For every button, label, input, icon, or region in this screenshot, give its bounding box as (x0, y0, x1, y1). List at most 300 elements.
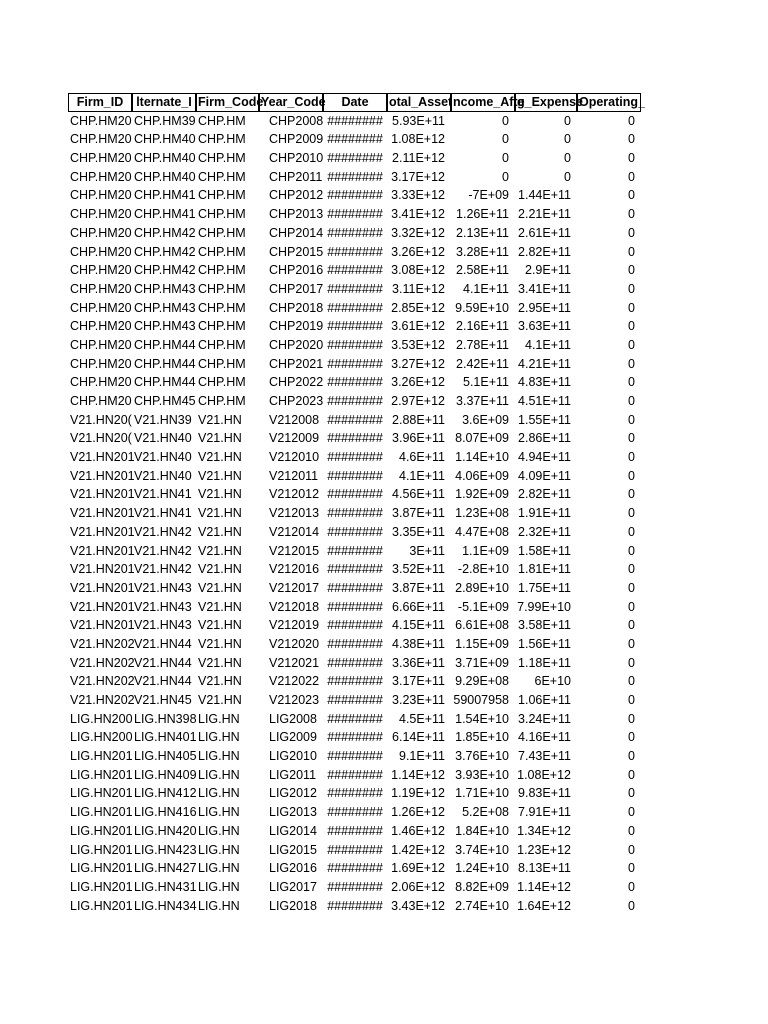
cell-year-code[interactable]: V212020 (269, 636, 320, 651)
cell-income-after[interactable]: 59007958 (453, 693, 509, 707)
cell-firm-code[interactable]: CHP.HM (198, 263, 246, 278)
cell-year-code[interactable]: CHP2018 (269, 300, 324, 315)
cell-firm-code[interactable]: CHP.HM (198, 132, 246, 147)
cell-firm-id[interactable]: V21.HN201 (70, 599, 135, 614)
cell-date[interactable]: ######## (327, 580, 383, 595)
cell-operating-expenses[interactable]: 4.09E+11 (518, 468, 571, 483)
cell-firm-code[interactable]: LIG.HN (198, 805, 240, 820)
cell-date[interactable]: ######## (327, 655, 383, 670)
cell-total-assets[interactable]: 1.42E+12 (391, 842, 445, 857)
cell-operating-expenses[interactable]: 1.08E+12 (517, 767, 571, 782)
cell-date[interactable]: ######## (327, 674, 383, 689)
cell-income-after[interactable]: 0 (502, 151, 509, 166)
cell-date[interactable]: ######## (327, 319, 383, 334)
cell-operating-expenses[interactable]: 3.41E+11 (518, 281, 571, 296)
cell-firm-id[interactable]: LIG.HN201 (70, 786, 133, 801)
cell-income-after[interactable]: 5.2E+08 (462, 805, 509, 820)
cell-firm-code[interactable]: CHP.HM (198, 188, 246, 203)
cell-operating-expenses[interactable]: 1.14E+12 (517, 879, 571, 894)
cell-total-assets[interactable]: 3.96E+11 (392, 431, 445, 446)
cell-operating[interactable]: 0 (628, 879, 635, 894)
cell-firm-id[interactable]: CHP.HM20 (70, 356, 132, 371)
cell-date[interactable]: ######## (327, 431, 383, 446)
cell-operating[interactable]: 0 (628, 244, 635, 259)
cell-alternate-id[interactable]: V21.HN41 (134, 506, 192, 521)
header-cell-total-assets[interactable]: otal_Asset (387, 93, 451, 112)
cell-total-assets[interactable]: 1.14E+12 (391, 767, 445, 782)
cell-firm-id[interactable]: CHP.HM20 (70, 244, 132, 259)
cell-firm-code[interactable]: CHP.HM (198, 151, 246, 166)
cell-date[interactable]: ######## (327, 300, 383, 315)
cell-alternate-id[interactable]: CHP.HM44 (134, 375, 196, 390)
cell-date[interactable]: ######## (327, 730, 383, 745)
cell-date[interactable]: ######## (327, 225, 383, 240)
cell-total-assets[interactable]: 3E+11 (409, 543, 445, 558)
cell-firm-code[interactable]: CHP.HM (198, 281, 246, 296)
cell-firm-id[interactable]: CHP.HM20 (70, 188, 132, 203)
cell-firm-id[interactable]: LIG.HN201 (70, 879, 133, 894)
cell-operating-expenses[interactable]: 6E+10 (534, 674, 571, 689)
cell-operating[interactable]: 0 (628, 450, 635, 465)
cell-income-after[interactable]: 0 (502, 132, 509, 147)
cell-total-assets[interactable]: 2.88E+11 (392, 412, 445, 427)
cell-alternate-id[interactable]: CHP.HM43 (134, 281, 196, 296)
cell-year-code[interactable]: CHP2010 (269, 151, 324, 166)
cell-date[interactable]: ######## (327, 506, 383, 521)
cell-alternate-id[interactable]: V21.HN44 (134, 655, 192, 670)
cell-alternate-id[interactable]: V21.HN39 (134, 412, 192, 427)
cell-total-assets[interactable]: 4.1E+11 (399, 468, 445, 483)
cell-operating-expenses[interactable]: 1.44E+11 (518, 188, 571, 203)
cell-total-assets[interactable]: 3.23E+11 (392, 693, 445, 707)
cell-date[interactable]: ######## (327, 207, 383, 222)
cell-year-code[interactable]: LIG2009 (269, 730, 317, 745)
cell-operating[interactable]: 0 (628, 842, 635, 857)
header-cell-date[interactable]: Date (323, 93, 387, 112)
cell-firm-code[interactable]: LIG.HN (198, 786, 240, 801)
cell-operating[interactable]: 0 (628, 618, 635, 633)
cell-date[interactable]: ######## (327, 805, 383, 820)
cell-firm-code[interactable]: V21.HN (198, 636, 242, 651)
cell-date[interactable]: ######## (327, 263, 383, 278)
cell-year-code[interactable]: CHP2021 (269, 356, 324, 371)
cell-operating-expenses[interactable]: 1.64E+12 (517, 898, 571, 913)
cell-date[interactable]: ######## (327, 450, 383, 465)
cell-firm-id[interactable]: LIG.HN201 (70, 767, 133, 782)
cell-income-after[interactable]: 9.29E+08 (455, 674, 509, 689)
cell-alternate-id[interactable]: V21.HN44 (134, 636, 192, 651)
cell-operating-expenses[interactable]: 3.63E+11 (518, 319, 571, 334)
cell-firm-code[interactable]: LIG.HN (198, 842, 240, 857)
cell-operating-expenses[interactable]: 2.61E+11 (518, 225, 571, 240)
cell-income-after[interactable]: 2.89E+10 (455, 580, 509, 595)
cell-operating-expenses[interactable]: 7.91E+11 (518, 805, 571, 820)
cell-alternate-id[interactable]: V21.HN43 (134, 618, 192, 633)
cell-alternate-id[interactable]: LIG.HN401 (134, 730, 197, 745)
cell-firm-code[interactable]: V21.HN (198, 562, 242, 577)
cell-total-assets[interactable]: 2.06E+12 (391, 879, 445, 894)
cell-firm-code[interactable]: CHP.HM (198, 169, 246, 184)
cell-total-assets[interactable]: 3.33E+12 (391, 188, 445, 203)
cell-date[interactable]: ######## (327, 562, 383, 577)
cell-total-assets[interactable]: 2.11E+12 (392, 151, 445, 166)
cell-operating-expenses[interactable]: 8.13E+11 (518, 861, 571, 876)
cell-operating-expenses[interactable]: 4.51E+11 (518, 394, 571, 408)
cell-firm-id[interactable]: CHP.HM20 (70, 319, 132, 334)
cell-firm-id[interactable]: V21.HN201 (70, 562, 135, 577)
cell-firm-id[interactable]: V21.HN201 (70, 450, 135, 465)
cell-total-assets[interactable]: 3.26E+12 (391, 244, 445, 259)
cell-alternate-id[interactable]: V21.HN41 (134, 487, 192, 502)
cell-firm-code[interactable]: V21.HN (198, 580, 242, 595)
cell-alternate-id[interactable]: V21.HN43 (134, 580, 192, 595)
cell-operating[interactable]: 0 (628, 674, 635, 689)
cell-operating[interactable]: 0 (628, 543, 635, 558)
cell-year-code[interactable]: CHP2014 (269, 225, 324, 240)
cell-alternate-id[interactable]: CHP.HM45 (134, 394, 196, 408)
header-cell-firm-code[interactable]: Firm_Code (196, 93, 259, 112)
cell-alternate-id[interactable]: CHP.HM41 (134, 207, 196, 222)
cell-firm-id[interactable]: CHP.HM20 (70, 337, 132, 352)
cell-firm-id[interactable]: CHP.HM20 (70, 281, 132, 296)
cell-income-after[interactable]: -2.8E+10 (457, 562, 509, 577)
cell-firm-code[interactable]: CHP.HM (198, 207, 246, 222)
cell-operating[interactable]: 0 (628, 375, 635, 390)
cell-total-assets[interactable]: 4.6E+11 (399, 450, 445, 465)
cell-income-after[interactable]: 0 (502, 113, 509, 128)
cell-operating[interactable]: 0 (628, 319, 635, 334)
cell-firm-code[interactable]: CHP.HM (198, 356, 246, 371)
cell-date[interactable]: ######## (327, 487, 383, 502)
cell-firm-id[interactable]: LIG.HN200 (70, 711, 133, 726)
cell-alternate-id[interactable]: V21.HN44 (134, 674, 192, 689)
cell-income-after[interactable]: 4.1E+11 (463, 281, 509, 296)
cell-operating-expenses[interactable]: 3.58E+11 (518, 618, 571, 633)
cell-operating-expenses[interactable]: 1.06E+11 (518, 693, 571, 707)
cell-operating-expenses[interactable]: 1.75E+11 (518, 580, 571, 595)
cell-firm-code[interactable]: V21.HN (198, 655, 242, 670)
cell-firm-id[interactable]: V21.HN201 (70, 506, 135, 521)
cell-firm-code[interactable]: CHP.HM (198, 300, 246, 315)
cell-firm-id[interactable]: LIG.HN201 (70, 805, 133, 820)
cell-date[interactable]: ######## (327, 412, 383, 427)
cell-income-after[interactable]: 3.6E+09 (462, 412, 509, 427)
cell-operating[interactable]: 0 (628, 805, 635, 820)
cell-firm-id[interactable]: CHP.HM20 (70, 207, 132, 222)
cell-operating[interactable]: 0 (628, 898, 635, 913)
cell-firm-id[interactable]: CHP.HM20 (70, 300, 132, 315)
cell-total-assets[interactable]: 3.53E+12 (391, 337, 445, 352)
cell-year-code[interactable]: CHP2011 (269, 169, 323, 184)
cell-operating-expenses[interactable]: 7.43E+11 (518, 749, 571, 764)
cell-income-after[interactable]: 1.71E+10 (455, 786, 509, 801)
cell-date[interactable]: ######## (327, 543, 383, 558)
cell-firm-id[interactable]: V21.HN201 (70, 618, 135, 633)
cell-date[interactable]: ######## (327, 599, 383, 614)
cell-total-assets[interactable]: 3.26E+12 (391, 375, 445, 390)
cell-income-after[interactable]: 1.1E+09 (462, 543, 509, 558)
cell-date[interactable]: ######## (327, 244, 383, 259)
cell-operating[interactable]: 0 (628, 468, 635, 483)
cell-firm-id[interactable]: V21.HN202 (70, 693, 135, 707)
cell-total-assets[interactable]: 3.87E+11 (392, 506, 445, 521)
cell-year-code[interactable]: CHP2013 (269, 207, 324, 222)
cell-firm-id[interactable]: V21.HN201 (70, 524, 135, 539)
cell-date[interactable]: ######## (327, 898, 383, 913)
cell-year-code[interactable]: V212011 (269, 468, 319, 483)
cell-firm-code[interactable]: LIG.HN (198, 879, 240, 894)
cell-date[interactable]: ######## (327, 823, 383, 838)
cell-firm-code[interactable]: LIG.HN (198, 823, 240, 838)
cell-firm-code[interactable]: LIG.HN (198, 898, 240, 913)
cell-operating[interactable]: 0 (628, 113, 635, 128)
cell-operating[interactable]: 0 (628, 188, 635, 203)
cell-alternate-id[interactable]: LIG.HN409 (134, 767, 197, 782)
cell-firm-id[interactable]: CHP.HM20 (70, 263, 132, 278)
cell-total-assets[interactable]: 2.97E+12 (391, 394, 445, 408)
cell-alternate-id[interactable]: CHP.HM42 (134, 244, 196, 259)
cell-year-code[interactable]: LIG2014 (269, 823, 317, 838)
cell-year-code[interactable]: LIG2015 (269, 842, 317, 857)
cell-income-after[interactable]: 4.06E+09 (455, 468, 509, 483)
cell-firm-id[interactable]: V21.HN201 (70, 487, 135, 502)
cell-year-code[interactable]: LIG2010 (269, 749, 317, 764)
cell-operating-expenses[interactable]: 0 (564, 113, 571, 128)
cell-date[interactable]: ######## (327, 375, 383, 390)
cell-alternate-id[interactable]: CHP.HM42 (134, 225, 196, 240)
cell-operating-expenses[interactable]: 3.24E+11 (518, 711, 571, 726)
cell-year-code[interactable]: V212022 (269, 674, 320, 689)
cell-year-code[interactable]: V212017 (269, 580, 320, 595)
cell-firm-code[interactable]: CHP.HM (198, 319, 246, 334)
cell-operating-expenses[interactable]: 0 (564, 169, 571, 184)
cell-year-code[interactable]: V212008 (269, 412, 320, 427)
cell-alternate-id[interactable]: CHP.HM40 (134, 169, 196, 184)
cell-year-code[interactable]: LIG2016 (269, 861, 317, 876)
cell-operating-expenses[interactable]: 1.56E+11 (518, 636, 571, 651)
header-cell-alternate-id[interactable]: lternate_I (132, 93, 196, 112)
cell-year-code[interactable]: CHP2022 (269, 375, 324, 390)
cell-operating-expenses[interactable]: 1.81E+11 (518, 562, 571, 577)
cell-operating[interactable]: 0 (628, 394, 635, 408)
cell-date[interactable]: ######## (327, 169, 383, 184)
cell-alternate-id[interactable]: CHP.HM43 (134, 300, 196, 315)
cell-firm-code[interactable]: CHP.HM (198, 225, 246, 240)
cell-operating-expenses[interactable]: 4.94E+11 (518, 450, 571, 465)
cell-operating[interactable]: 0 (628, 487, 635, 502)
cell-year-code[interactable]: CHP2015 (269, 244, 324, 259)
cell-operating[interactable]: 0 (628, 207, 635, 222)
cell-alternate-id[interactable]: V21.HN40 (134, 468, 192, 483)
cell-operating[interactable]: 0 (628, 562, 635, 577)
cell-firm-id[interactable]: LIG.HN201 (70, 749, 133, 764)
cell-income-after[interactable]: 1.54E+10 (455, 711, 509, 726)
cell-income-after[interactable]: 1.15E+09 (455, 636, 509, 651)
cell-date[interactable]: ######## (327, 636, 383, 651)
cell-firm-id[interactable]: V21.HN20( (70, 412, 132, 427)
cell-total-assets[interactable]: 1.08E+12 (391, 132, 445, 147)
cell-alternate-id[interactable]: CHP.HM44 (134, 337, 196, 352)
cell-operating-expenses[interactable]: 2.32E+11 (518, 524, 571, 539)
cell-operating[interactable]: 0 (628, 356, 635, 371)
cell-operating[interactable]: 0 (628, 337, 635, 352)
cell-income-after[interactable]: 8.82E+09 (455, 879, 509, 894)
cell-total-assets[interactable]: 3.41E+12 (391, 207, 445, 222)
cell-date[interactable]: ######## (327, 879, 383, 894)
cell-operating-expenses[interactable]: 1.34E+12 (517, 823, 571, 838)
cell-operating[interactable]: 0 (628, 151, 635, 166)
cell-firm-id[interactable]: LIG.HN201 (70, 861, 133, 876)
cell-operating-expenses[interactable]: 4.83E+11 (518, 375, 571, 390)
cell-year-code[interactable]: V212015 (269, 543, 320, 558)
cell-income-after[interactable]: 1.84E+10 (455, 823, 509, 838)
cell-year-code[interactable]: CHP2020 (269, 337, 324, 352)
cell-operating[interactable]: 0 (628, 524, 635, 539)
cell-date[interactable]: ######## (327, 693, 383, 707)
cell-operating-expenses[interactable]: 1.55E+11 (518, 412, 571, 427)
cell-income-after[interactable]: 3.76E+10 (455, 749, 509, 764)
cell-operating[interactable]: 0 (628, 132, 635, 147)
cell-year-code[interactable]: CHP2017 (269, 281, 324, 296)
cell-firm-id[interactable]: CHP.HM20 (70, 225, 132, 240)
cell-date[interactable]: ######## (327, 394, 383, 408)
cell-income-after[interactable]: 3.74E+10 (455, 842, 509, 857)
cell-total-assets[interactable]: 2.85E+12 (391, 300, 445, 315)
cell-year-code[interactable]: LIG2017 (269, 879, 317, 894)
cell-date[interactable]: ######## (327, 618, 383, 633)
cell-total-assets[interactable]: 1.19E+12 (391, 786, 445, 801)
cell-firm-id[interactable]: V21.HN202 (70, 636, 135, 651)
cell-date[interactable]: ######## (327, 842, 383, 857)
cell-operating-expenses[interactable]: 4.16E+11 (518, 730, 571, 745)
cell-operating-expenses[interactable]: 0 (564, 151, 571, 166)
cell-firm-code[interactable]: LIG.HN (198, 749, 240, 764)
cell-income-after[interactable]: 8.07E+09 (455, 431, 509, 446)
cell-firm-code[interactable]: V21.HN (198, 618, 242, 633)
cell-alternate-id[interactable]: V21.HN42 (134, 562, 192, 577)
cell-income-after[interactable]: 3.93E+10 (455, 767, 509, 782)
cell-date[interactable]: ######## (327, 337, 383, 352)
cell-firm-id[interactable]: V21.HN20( (70, 431, 132, 446)
cell-income-after[interactable]: 6.61E+08 (455, 618, 509, 633)
header-cell-operating-expenses[interactable]: g_Expense (515, 93, 577, 112)
cell-firm-code[interactable]: V21.HN (198, 524, 242, 539)
cell-firm-code[interactable]: LIG.HN (198, 730, 240, 745)
cell-income-after[interactable]: 2.42E+11 (456, 356, 509, 371)
cell-operating-expenses[interactable]: 1.58E+11 (518, 543, 571, 558)
cell-income-after[interactable]: 4.47E+08 (455, 524, 509, 539)
cell-date[interactable]: ######## (327, 151, 383, 166)
cell-year-code[interactable]: V212018 (269, 599, 320, 614)
cell-total-assets[interactable]: 3.52E+11 (392, 562, 445, 577)
cell-firm-id[interactable]: LIG.HN201 (70, 898, 133, 913)
cell-operating[interactable]: 0 (628, 169, 635, 184)
cell-year-code[interactable]: V212010 (269, 450, 320, 465)
cell-alternate-id[interactable]: CHP.HM40 (134, 132, 196, 147)
cell-alternate-id[interactable]: LIG.HN416 (134, 805, 197, 820)
cell-date[interactable]: ######## (327, 861, 383, 876)
cell-operating[interactable]: 0 (628, 599, 635, 614)
cell-alternate-id[interactable]: V21.HN40 (134, 431, 192, 446)
cell-operating-expenses[interactable]: 7.99E+10 (517, 599, 571, 614)
cell-income-after[interactable]: -7E+09 (468, 188, 509, 203)
cell-alternate-id[interactable]: LIG.HN434 (134, 898, 197, 913)
cell-alternate-id[interactable]: CHP.HM44 (134, 356, 196, 371)
cell-operating[interactable]: 0 (628, 636, 635, 651)
cell-total-assets[interactable]: 3.61E+12 (391, 319, 445, 334)
cell-year-code[interactable]: LIG2012 (269, 786, 317, 801)
cell-total-assets[interactable]: 3.27E+12 (391, 356, 445, 371)
cell-operating-expenses[interactable]: 2.82E+11 (518, 244, 571, 259)
cell-total-assets[interactable]: 3.11E+12 (392, 281, 445, 296)
cell-income-after[interactable]: -5.1E+09 (457, 599, 509, 614)
cell-date[interactable]: ######## (327, 711, 383, 726)
cell-alternate-id[interactable]: LIG.HN427 (134, 861, 197, 876)
cell-operating-expenses[interactable]: 4.1E+11 (525, 337, 571, 352)
cell-firm-id[interactable]: LIG.HN200 (70, 730, 133, 745)
cell-operating-expenses[interactable]: 9.83E+11 (518, 786, 571, 801)
cell-operating[interactable]: 0 (628, 693, 635, 707)
cell-operating[interactable]: 0 (628, 730, 635, 745)
cell-date[interactable]: ######## (327, 132, 383, 147)
cell-income-after[interactable]: 2.58E+11 (456, 263, 509, 278)
cell-income-after[interactable]: 1.85E+10 (455, 730, 509, 745)
cell-date[interactable]: ######## (327, 188, 383, 203)
cell-year-code[interactable]: V212014 (269, 524, 320, 539)
cell-income-after[interactable]: 1.92E+09 (455, 487, 509, 502)
cell-firm-code[interactable]: LIG.HN (198, 711, 240, 726)
cell-alternate-id[interactable]: CHP.HM40 (134, 151, 196, 166)
cell-total-assets[interactable]: 1.46E+12 (391, 823, 445, 838)
cell-date[interactable]: ######## (327, 786, 383, 801)
cell-operating-expenses[interactable]: 2.9E+11 (525, 263, 571, 278)
cell-year-code[interactable]: V212016 (269, 562, 320, 577)
cell-income-after[interactable]: 3.71E+09 (455, 655, 509, 670)
cell-alternate-id[interactable]: LIG.HN431 (134, 879, 197, 894)
cell-income-after[interactable]: 2.16E+11 (456, 319, 509, 334)
cell-operating-expenses[interactable]: 2.21E+11 (518, 207, 571, 222)
cell-firm-id[interactable]: V21.HN201 (70, 468, 135, 483)
cell-year-code[interactable]: V212023 (269, 693, 320, 707)
cell-date[interactable]: ######## (327, 767, 383, 782)
cell-total-assets[interactable]: 3.35E+11 (392, 524, 445, 539)
cell-alternate-id[interactable]: V21.HN40 (134, 450, 192, 465)
cell-firm-code[interactable]: V21.HN (198, 599, 242, 614)
cell-operating[interactable]: 0 (628, 300, 635, 315)
cell-year-code[interactable]: LIG2011 (269, 767, 317, 782)
cell-firm-id[interactable]: CHP.HM20 (70, 169, 132, 184)
cell-date[interactable]: ######## (327, 749, 383, 764)
cell-operating[interactable]: 0 (628, 861, 635, 876)
cell-income-after[interactable]: 2.78E+11 (456, 337, 509, 352)
cell-firm-code[interactable]: CHP.HM (198, 244, 246, 259)
cell-alternate-id[interactable]: CHP.HM42 (134, 263, 196, 278)
cell-year-code[interactable]: V212019 (269, 618, 320, 633)
header-cell-operating[interactable]: Operating_ (577, 93, 641, 112)
cell-total-assets[interactable]: 4.56E+11 (392, 487, 445, 502)
cell-firm-code[interactable]: V21.HN (198, 693, 242, 707)
cell-year-code[interactable]: LIG2013 (269, 805, 317, 820)
header-cell-firm-id[interactable]: Firm_ID (68, 93, 132, 112)
cell-operating-expenses[interactable]: 1.18E+11 (518, 655, 571, 670)
cell-alternate-id[interactable]: CHP.HM41 (134, 188, 196, 203)
cell-operating[interactable]: 0 (628, 431, 635, 446)
cell-total-assets[interactable]: 6.66E+11 (392, 599, 445, 614)
cell-alternate-id[interactable]: V21.HN42 (134, 524, 192, 539)
cell-year-code[interactable]: CHP2009 (269, 132, 324, 147)
cell-income-after[interactable]: 0 (502, 169, 509, 184)
cell-operating[interactable]: 0 (628, 786, 635, 801)
